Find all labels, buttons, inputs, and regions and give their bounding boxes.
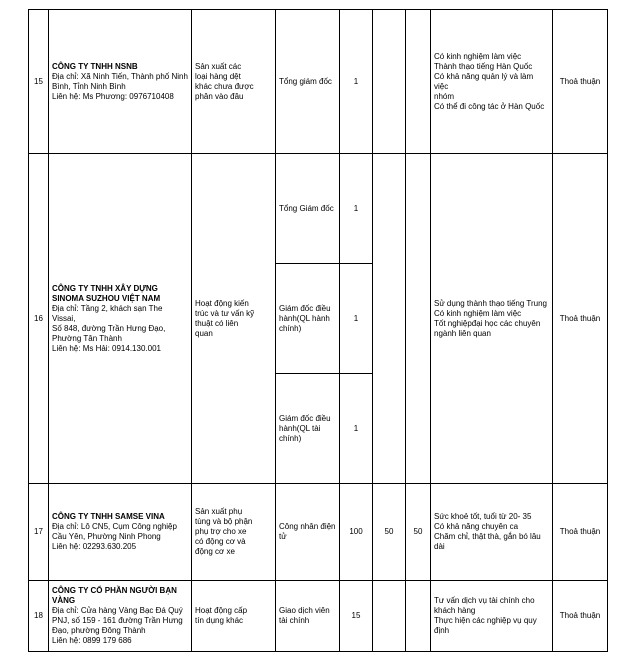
salary-cell: Thoả thuận <box>553 484 608 581</box>
quantity-group-a: 50 <box>373 484 406 581</box>
company-detail-line: Liên hệ: 0899 179 686 <box>52 636 132 645</box>
industry-cell <box>192 484 276 581</box>
industry-line: Sản xuất các <box>195 61 242 71</box>
industry-line: tùng và bộ phận <box>195 517 253 526</box>
requirement-line: Có thể đi công tác ở Hàn Quốc <box>434 101 545 111</box>
quantity-group-b <box>406 10 431 154</box>
table-row <box>29 484 608 581</box>
position-title <box>276 10 340 154</box>
table-row <box>29 10 608 154</box>
company-detail-line: Liên hệ: 02293.630.205 <box>52 542 137 551</box>
position-title <box>276 484 340 581</box>
position-title-line: tử <box>279 532 287 541</box>
company-info-cell <box>49 10 192 154</box>
position-title <box>276 264 340 374</box>
company-info-cell <box>49 484 192 581</box>
industry-line: có động cơ và <box>195 537 246 546</box>
industry-cell <box>192 581 276 652</box>
table-row <box>29 581 608 652</box>
position-title-line: chính) <box>279 323 302 333</box>
requirement-line: Sức khoẻ tốt, tuổi từ 20- 35 <box>434 512 532 521</box>
row-number: 18 <box>29 581 49 652</box>
industry-line: Hoạt động kiến <box>195 298 249 308</box>
quantity-group-a <box>373 154 406 484</box>
company-detail-line: Cầu Yên, Phường Ninh Phong <box>52 532 161 541</box>
position-title <box>276 581 340 652</box>
industry-line: quan <box>195 328 213 338</box>
industry-line: khác chưa được <box>195 81 254 91</box>
position-quantity: 100 <box>340 484 373 581</box>
salary-cell: Thoả thuận <box>553 581 608 652</box>
industry-cell <box>192 10 276 154</box>
position-title <box>276 374 340 484</box>
position-title-line: Giám đốc điều <box>279 413 331 423</box>
company-name: CÔNG TY TNHH SAMSE VINA <box>52 512 165 521</box>
salary-cell: Thoả thuận <box>553 10 608 154</box>
position-quantity: 1 <box>340 154 373 264</box>
position-title-line: Giao dịch viên <box>279 606 330 615</box>
company-detail-line: Liên hệ: Ms Phương: 0976710408 <box>52 91 174 101</box>
quantity-group-b: 50 <box>406 484 431 581</box>
requirement-line: khách hàng <box>434 606 476 615</box>
requirement-line: Thực hiện các nghiệp vụ quy định <box>434 616 537 635</box>
company-info-cell <box>49 581 192 652</box>
quantity-group-b <box>406 154 431 484</box>
position-quantity: 1 <box>340 10 373 154</box>
position-quantity: 1 <box>340 264 373 374</box>
company-detail-line: Địa chỉ: Xã Ninh Tiến, Thành phố Ninh <box>52 71 188 81</box>
quantity-group-a <box>373 581 406 652</box>
position-title-line: Tổng Giám đốc <box>279 203 334 213</box>
industry-line: động cơ xe <box>195 547 235 556</box>
industry-line: trúc và tư vấn kỹ <box>195 308 255 318</box>
requirement-line: Thành thạo tiếng Hàn Quốc <box>434 61 533 71</box>
requirements-cell <box>431 10 553 154</box>
requirement-line: nhóm <box>434 91 455 101</box>
requirements-cell <box>431 154 553 484</box>
salary-cell: Thoả thuận <box>553 154 608 484</box>
company-detail-line: Liên hệ: Ms Hải: 0914.130.001 <box>52 343 161 353</box>
requirements-cell <box>431 484 553 581</box>
position-title-line: Công nhân điện <box>279 522 336 531</box>
position-title-line: tài chính <box>279 616 310 625</box>
job-listing-table <box>28 9 608 652</box>
requirement-line: Sử dụng thành thạo tiếng Trung <box>434 298 547 308</box>
position-title <box>276 154 340 264</box>
requirement-line: Tư vấn dịch vụ tài chính cho <box>434 596 535 605</box>
requirement-line: Chăm chỉ, thật thà, gắn bó lâu dài <box>434 532 541 551</box>
company-detail-line: Địa chỉ: Lô CN5, Cụm Công nghiệp <box>52 522 177 531</box>
company-detail-line: Địa chỉ: Tầng 2, khách sạn The Vissai, <box>52 303 163 323</box>
requirement-line: Có khả năng quản lý và làm việc <box>434 71 534 91</box>
industry-line: Sản xuất phụ <box>195 507 243 516</box>
position-title-line: hành(QL hành <box>279 313 330 323</box>
industry-line: phụ trợ cho xe <box>195 527 247 536</box>
company-detail-line: Bình, Tỉnh Ninh Bình <box>52 81 126 91</box>
requirement-line: Có kinh nghiệm làm việc <box>434 51 522 61</box>
company-detail-line: Phường Tân Thành <box>52 333 122 343</box>
industry-line: loại hàng dệt <box>195 71 241 81</box>
requirement-line: Tốt nghiệpđại học các chuyên <box>434 318 541 328</box>
company-detail-line: Địa chỉ: Cửa hàng Vàng Bạc Đá Quý <box>52 606 183 615</box>
company-info-cell <box>49 154 192 484</box>
company-name: CÔNG TY TNHH NSNB <box>52 61 138 71</box>
position-quantity: 1 <box>340 374 373 484</box>
industry-line: thuật có liên <box>195 318 239 328</box>
position-title-line: Tổng giám đốc <box>279 76 332 86</box>
company-detail-line: Đạo, phường Đông Thành <box>52 626 146 635</box>
position-title-line: Giám đốc điều <box>279 303 331 313</box>
company-name: CÔNG TY TNHH XÂY DỰNG SINOMA SUZHOU VIỆT NAM <box>52 283 161 303</box>
row-number: 15 <box>29 10 49 154</box>
requirement-line: ngành liên quan <box>434 328 491 338</box>
company-name: CÔNG TY CỔ PHẦN NGƯỜI BẠN VÀNG <box>52 586 177 605</box>
requirement-line: Có kinh nghiệm làm việc <box>434 308 522 318</box>
row-number: 17 <box>29 484 49 581</box>
row-number: 16 <box>29 154 49 484</box>
quantity-group-a <box>373 10 406 154</box>
position-title-line: chính) <box>279 433 302 443</box>
table-row <box>29 154 608 264</box>
requirement-line: Có khả năng chuyên ca <box>434 522 519 531</box>
requirements-cell <box>431 581 553 652</box>
quantity-group-b <box>406 581 431 652</box>
company-detail-line: PNJ, số 159 - 161 đường Trần Hưng <box>52 616 183 625</box>
industry-line: tín dụng khác <box>195 616 244 625</box>
position-quantity: 15 <box>340 581 373 652</box>
industry-line: Hoạt động cấp <box>195 606 248 615</box>
position-title-line: hành(QL tài <box>279 423 321 433</box>
industry-cell <box>192 154 276 484</box>
company-detail-line: Số 848, đường Trần Hưng Đạo, <box>52 323 166 333</box>
industry-line: phân vào đâu <box>195 91 244 101</box>
